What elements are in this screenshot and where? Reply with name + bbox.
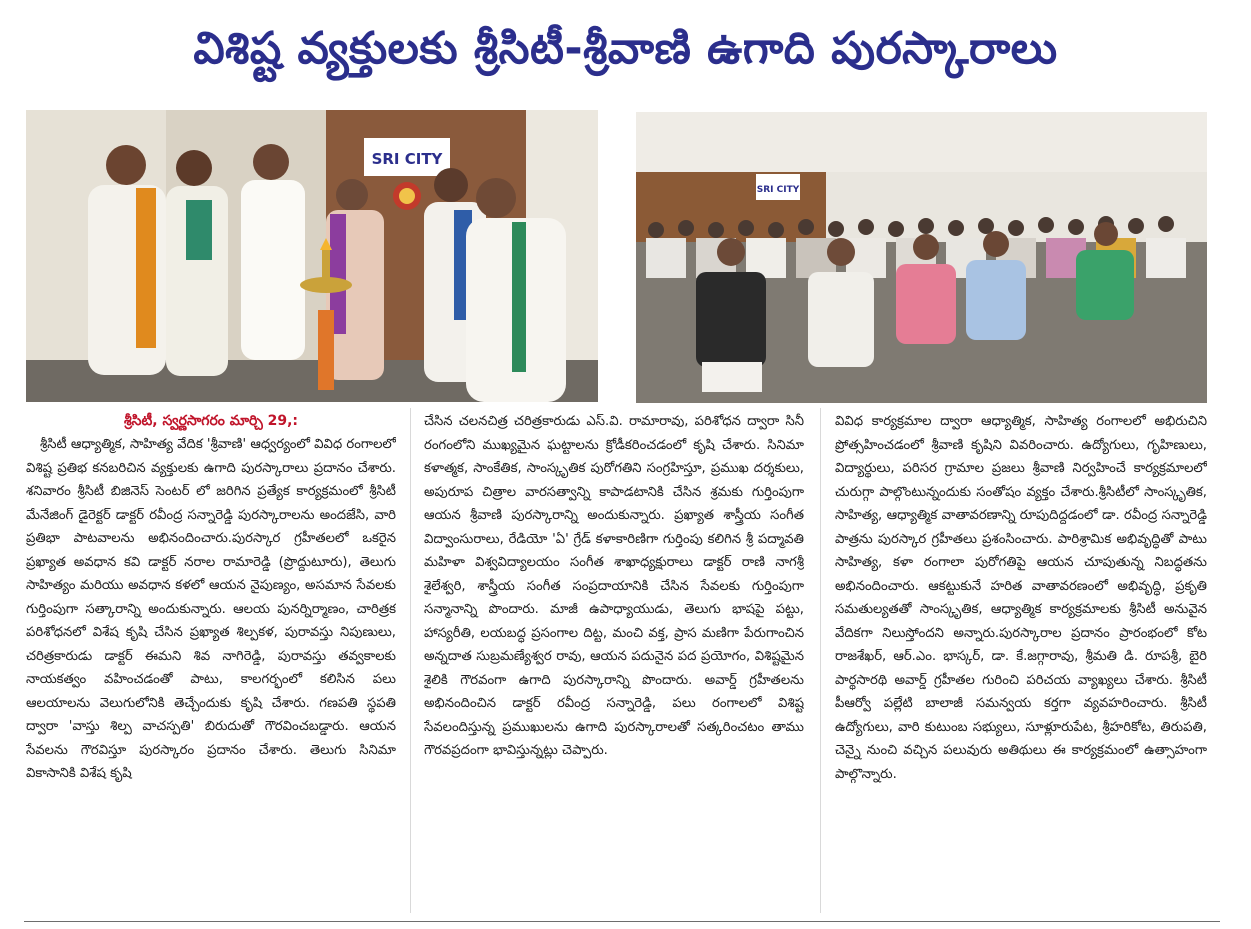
bottom-rule: [24, 921, 1220, 922]
column-divider: [820, 408, 821, 913]
headline: విశిష్ట వ్యక్తులకు శ్రీసిటీ-శ్రీవాణి ఉగాది పురస్కారాలు: [193, 23, 1058, 74]
dateline: శ్రీసిటీ, స్వర్ణసాగరం మార్చి 29,:: [123, 413, 299, 429]
article-column-3: [835, 410, 1207, 915]
article-column-2: [424, 410, 804, 915]
photo-audience: [636, 112, 1207, 403]
article-text: చేసిన చలనచిత్ర చరిత్రకారుడు ఎస్.వి. రామారావు, పరిశోధన ద్వారా సినీ రంగంలోని ముఖ్యమైన ఘట్టాలను క్రోడీకరించడంలో కృషి చేశారు. సినిమా కళాత్మక, సాంకేతిక, సాంస్కృతిక పురోగతిని సంగ్రహిస్తూ, ప్రముఖ దర్శకులు, అపురూప చిత్రాల వారసత్వాన్ని కాపాడటానికి చేసిన శ్రమకు గుర్తింపుగా ఆయన శ్రీవాణి పురస్కారాన్ని అందుకున్నారు. ప్రఖ్యాత శాస్త్రీయ సంగీత విద్వాంసురాలు, రేడియో 'ఏ' గ్రేడ్ కళాకారిణిగా గుర్తింపు కలిగిన శ్రీ పద్మావతి మహిళా విశ్వవిద్యాలయం సంగీత శాఖాధ్యక్షురాలు డాక్టర్ రాణి నాగశ్రీ శైలేశ్వరి, శాస్త్రీయ సంగీత సంప్రదాయానికి చేసిన సేవలకు గుర్తింపుగా సన్మానాన్ని పొందారు. మాజీ ఉపాధ్యాయుడు, తెలుగు భాషపై పట్టు, హాస్యరీతి, లయబద్ధ ప్రసంగాల దిట్ట, మంచి వక్త, ప్రాస మణిగా పేరుగాంచిన అన్నదాత సుబ్రమణ్యేశ్వర రావు, ఆయన పదునైన పద ప్రయోగం, విశిష్టమైన శైలికి గౌరవంగా ఉగాది పురస్కారాన్ని పొందారు. అవార్డ్ గ్రహీతలను అభినందించిన డాక్టర్ రవీంద్ర సన్నారెడ్డి, పలు రంగాలలో విశిష్ట సేవలందిస్తున్న ప్రముఖులను ఉగాది పురస్కారాలతో సత్కరించటం తాము గౌరవప్రదంగా భావిస్తున్నట్లు చెప్పారు.: [424, 414, 804, 758]
article-text: వివిధ కార్యక్రమాల ద్వారా ఆధ్యాత్మిక, సాహిత్య రంగాలలో అభిరుచిని ప్రోత్సహించడంలో శ్రీవాణి కృషిని వివరించారు. ఉద్యోగులు, గృహిణులు, విద్యార్థులు, పరిసర గ్రామాల ప్రజలు శ్రీవాణి నిర్వహించే కార్యక్రమాలలో చురుగ్గా పాల్గొంటున్నందుకు సంతోషం వ్యక్తం చేశారు.శ్రీసిటీలో సాంస్కృతిక, సాహిత్య, ఆధ్యాత్మిక వాతావరణాన్ని రూపుదిద్దడంలో డా. రవీంద్ర సన్నారెడ్డి పాత్రను పురస్కార గ్రహీతలు ప్రశంసించారు. పారిశ్రామిక అభివృద్ధితో పాటు సాహిత్య, కళా రంగాలా పురోగతిపై ఆయన చూపుతున్న నిబద్ధతను అభినందించారు. ఆకట్టుకునే హరిత వాతావరణంలో అభివృద్ధి, ప్రకృతి సమతుల్యతతో సాంస్కృతిక, ఆధ్యాత్మిక కార్యక్రమాలకు శ్రీసిటీ అనువైన వేదికగా నిలుస్తోందని అన్నారు.పురస్కారాల ప్రదానం ప్రారంభంలో కోట రాజశేఖర్, ఆర్.ఎం. భాస్కర్, డా. కే.జగ్గారావు, శ్రీమతి డి. రూపశ్రీ, బైరి పార్థసారథి అవార్డ్ గ్రహీతల గురించి పరిచయ వ్యాఖ్యలు చేశారు. శ్రీసిటీ పీఆర్వో పల్లేటి బాలాజీ సమన్వయ కర్తగా వ్యవహరించారు. శ్రీసిటీ ఉద్యోగులు, వారి కుటుంబ సభ్యులు, సూళ్లూరుపేట, శ్రీహరికోట, తిరుపతి, చెన్నై నుంచి వచ్చిన పలువురు అతిథులు ఈ కార్యక్రమంలో ఉత్సాహంగా పాల్గొన్నారు.: [835, 414, 1207, 782]
sri-city-sign-left: SRI CITY: [371, 150, 443, 168]
photo-lamp-lighting: [26, 110, 598, 402]
article-text: శ్రీసిటీ ఆధ్యాత్మిక, సాహిత్య వేదిక 'శ్రీవాణి' ఆధ్వర్యంలో వివిధ రంగాలలో విశిష్ట ప్రతిభ కనబరిచిన వ్యక్తులకు ఉగాది పురస్కారాలు ప్రదానం చేశారు. శనివారం శ్రీసిటీ బిజినెస్ సెంటర్ లో జరిగిన ప్రత్యేక కార్యక్రమంలో శ్రీసిటీ మేనేజింగ్ డైరెక్టర్ డాక్టర్ రవీంద్ర సన్నారెడ్డి పురస్కారాలను అందజేసి, వారి ప్రతిభా పాటవాలను అభినందించారు.పురస్కార గ్రహీతలలో ఒకరైన ప్రఖ్యాత అవధాన కవి డాక్టర్ నరాల రామారెడ్డి (ప్రొద్దుటూరు), తెలుగు సాహిత్యం మరియు అవధాన కళలో ఆయన నైపుణ్యం, అసమాన సేవలకు గుర్తింపుగా సత్కారాన్ని అందుకున్నారు. ఆలయ పునర్నిర్మాణం, చారిత్రక పరిశోధనలో విశేష కృషి చేసిన ప్రఖ్యాత శిల్పకళ, పురావస్తు నిపుణులు, చరిత్రకారుడు డాక్టర్ ఈమని శివ నాగిరెడ్డి, పురావస్తు తవ్వకాలకు నాయకత్వం వహించడంతో పాటు, కాలగర్భంలో కలిసిన పలు ఆలయాలను వెలుగులోనికి తెచ్చేందుకు కృషి చేశారు. గణపతి స్థపతి ద్వారా 'వాస్తు శిల్ప వాచస్పతి' బిరుదుతో గౌరవించబడ్డారు. ఆయన సేవలను గౌరవిస్తూ పురస్కారం ప్రదానం చేశారు. తెలుగు సినిమా వికాసానికి విశేష కృషి: [26, 437, 396, 781]
article-column-1: [26, 410, 396, 915]
sri-city-sign-right: SRI CITY: [756, 185, 800, 195]
column-divider: [410, 408, 411, 913]
